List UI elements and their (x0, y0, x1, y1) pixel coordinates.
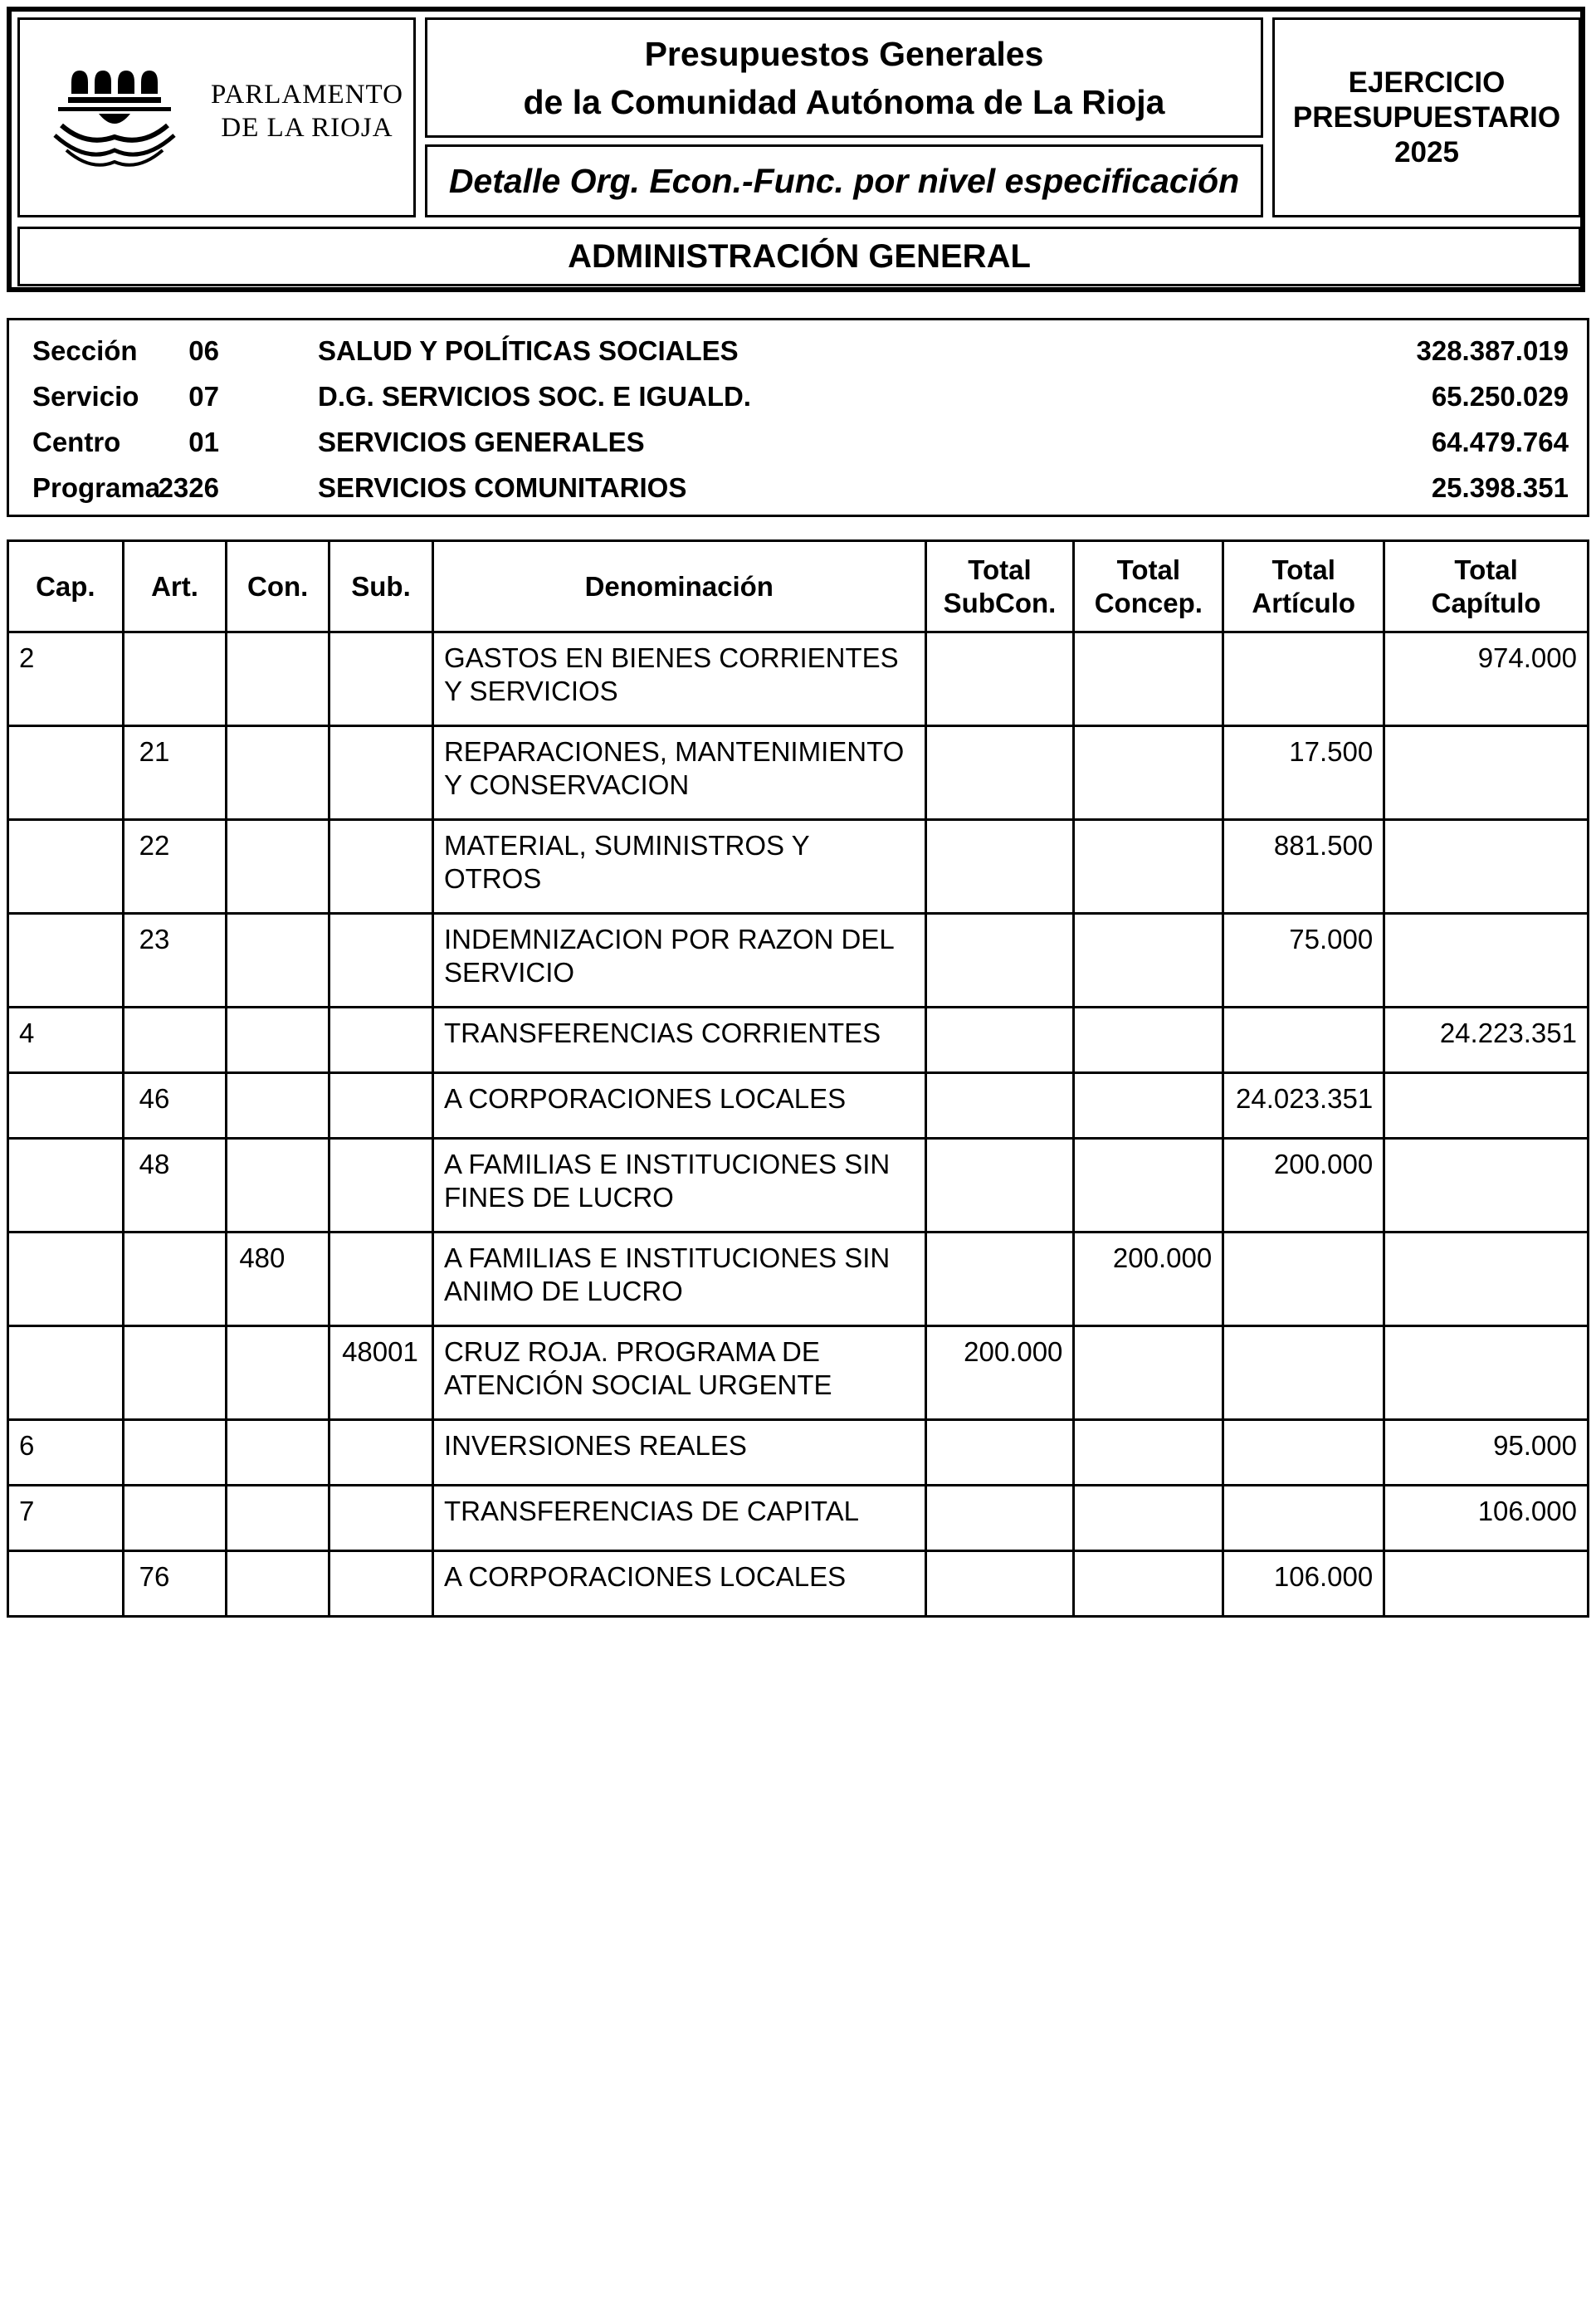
cell-denominacion (432, 1139, 925, 1233)
cell-total-articulo: 881.500 (1223, 820, 1384, 914)
cell-con (227, 632, 329, 726)
cell-cap (8, 1139, 124, 1233)
cell-total-concep (1074, 1073, 1223, 1139)
cell-total-capitulo (1384, 726, 1589, 820)
cell-total-capitulo: 24.223.351 (1384, 1008, 1589, 1073)
cell-denominacion (432, 1326, 925, 1420)
cell-con (227, 914, 329, 1008)
cell-total-concep (1074, 1486, 1223, 1551)
col-header-capitulo-line1: Total (1454, 554, 1518, 585)
cell-total-capitulo: 95.000 (1384, 1420, 1589, 1486)
cell-cap (8, 1551, 124, 1617)
cell-total-articulo (1223, 1233, 1384, 1326)
table-body (8, 632, 1589, 1617)
table-row (8, 1139, 1589, 1233)
cell-art (123, 1486, 227, 1551)
title-box (425, 17, 1263, 138)
cell-total-capitulo (1384, 1139, 1589, 1233)
cell-total-concep (1074, 820, 1223, 914)
cell-sub (329, 820, 433, 914)
col-header-con: Con. (227, 541, 329, 632)
org-amount: 25.398.351 (1431, 472, 1569, 503)
administration-box (17, 227, 1581, 286)
cell-sub (329, 632, 433, 726)
fiscal-year-box (1272, 17, 1581, 217)
org-amount: 328.387.019 (1416, 335, 1569, 366)
org-code: 2326 (158, 472, 219, 503)
table-row (8, 914, 1589, 1008)
table-row (8, 1420, 1589, 1486)
cell-con (227, 1073, 329, 1139)
org-code: 07 (188, 381, 219, 412)
org-code: 01 (188, 427, 219, 457)
cell-denominacion (432, 914, 925, 1008)
col-header-sub: Sub. (329, 541, 433, 632)
col-header-concep-line1: Total (1116, 554, 1180, 585)
denominacion-line1: MATERIAL, SUMINISTROS Y (443, 830, 810, 861)
cell-total-subcon (925, 1486, 1074, 1551)
cell-total-articulo (1223, 1420, 1384, 1486)
denominacion-line1: REPARACIONES, MANTENIMIENTO (443, 736, 905, 767)
org-code: 06 (188, 335, 219, 366)
table-row (8, 1008, 1589, 1073)
denominacion-line1: A CORPORACIONES LOCALES (443, 1561, 847, 1592)
cell-art: 23 (123, 914, 227, 1008)
org-row-centro (9, 422, 1587, 463)
cell-denominacion (432, 1233, 925, 1326)
cell-total-subcon (925, 726, 1074, 820)
cell-total-concep (1074, 1551, 1223, 1617)
cell-cap (8, 914, 124, 1008)
cell-sub (329, 1486, 433, 1551)
cell-sub (329, 1551, 433, 1617)
cell-total-subcon (925, 1233, 1074, 1326)
table-row (8, 632, 1589, 726)
title-line2: de la Comunidad Autónoma de La Rioja (523, 82, 1165, 121)
org-label: Servicio (32, 381, 139, 412)
table-header-row (8, 541, 1589, 632)
logo-box (17, 17, 416, 217)
year-line1: EJERCICIO (1348, 66, 1506, 99)
cell-total-articulo: 17.500 (1223, 726, 1384, 820)
denominacion-line1: CRUZ ROJA. PROGRAMA DE (443, 1336, 820, 1367)
cell-total-subcon (925, 1551, 1074, 1617)
table-row (8, 726, 1589, 820)
denominacion-line1: GASTOS EN BIENES CORRIENTES (443, 642, 899, 673)
cell-art (123, 1326, 227, 1420)
cell-denominacion (432, 1486, 925, 1551)
col-header-denominacion: Denominación (432, 541, 925, 632)
cell-art (123, 632, 227, 726)
cell-total-articulo (1223, 1326, 1384, 1420)
cell-sub (329, 1008, 433, 1073)
org-amount: 65.250.029 (1431, 381, 1569, 412)
denominacion-line2: FINES DE LUCRO (443, 1182, 674, 1213)
cell-denominacion (432, 1420, 925, 1486)
cell-art: 48 (123, 1139, 227, 1233)
cell-art (123, 1233, 227, 1326)
denominacion-line1: INDEMNIZACION POR RAZON DEL (443, 924, 895, 954)
cell-denominacion (432, 1008, 925, 1073)
denominacion-line2: ATENCIÓN SOCIAL URGENTE (443, 1369, 832, 1400)
year-line3: 2025 (1394, 135, 1459, 168)
cell-denominacion (432, 1551, 925, 1617)
cell-total-capitulo (1384, 1551, 1589, 1617)
denominacion-line2: SERVICIO (443, 957, 575, 988)
cell-sub (329, 1420, 433, 1486)
org-amount: 64.479.764 (1431, 427, 1569, 457)
cell-cap: 4 (8, 1008, 124, 1073)
org-name: SERVICIOS GENERALES (318, 427, 645, 457)
cell-total-subcon (925, 820, 1074, 914)
cell-cap (8, 1233, 124, 1326)
org-label: Sección (32, 335, 138, 366)
denominacion-line1: TRANSFERENCIAS DE CAPITAL (443, 1496, 859, 1526)
cell-art: 22 (123, 820, 227, 914)
cell-cap: 2 (8, 632, 124, 726)
cell-art (123, 1420, 227, 1486)
cell-con: 480 (227, 1233, 329, 1326)
org-row-programa (9, 467, 1587, 509)
administration-title: ADMINISTRACIÓN GENERAL (568, 237, 1031, 275)
cell-total-articulo (1223, 1486, 1384, 1551)
denominacion-line1: A FAMILIAS E INSTITUCIONES SIN (443, 1149, 891, 1179)
cell-total-subcon (925, 914, 1074, 1008)
cell-art: 21 (123, 726, 227, 820)
denominacion-line2: Y SERVICIOS (443, 676, 618, 706)
cell-total-capitulo (1384, 1073, 1589, 1139)
col-header-subcon-line2: SubCon. (943, 587, 1057, 618)
cell-total-concep (1074, 1326, 1223, 1420)
col-header-articulo-line1: Total (1271, 554, 1335, 585)
cell-con (227, 1420, 329, 1486)
table-row (8, 820, 1589, 914)
table-row (8, 1486, 1589, 1551)
cell-total-concep (1074, 914, 1223, 1008)
parliament-emblem-icon (53, 57, 211, 182)
cell-sub (329, 1233, 433, 1326)
table-row (8, 1073, 1589, 1139)
cell-sub: 48001 (329, 1326, 433, 1420)
cell-total-capitulo (1384, 1233, 1589, 1326)
cell-cap (8, 1326, 124, 1420)
col-header-art: Art. (123, 541, 227, 632)
cell-cap: 7 (8, 1486, 124, 1551)
cell-total-subcon (925, 1073, 1074, 1139)
title-line1: Presupuestos Generales (644, 34, 1044, 73)
org-label: Centro (32, 427, 121, 457)
cell-sub (329, 726, 433, 820)
cell-denominacion (432, 726, 925, 820)
cell-con (227, 820, 329, 914)
cell-total-concep (1074, 1420, 1223, 1486)
denominacion-line1: A CORPORACIONES LOCALES (443, 1083, 847, 1114)
denominacion-line2: OTROS (443, 863, 542, 894)
cell-art: 46 (123, 1073, 227, 1139)
cell-total-articulo: 24.023.351 (1223, 1073, 1384, 1139)
subtitle-box (425, 144, 1263, 217)
cell-con (227, 1486, 329, 1551)
cell-art: 76 (123, 1551, 227, 1617)
cell-total-concep (1074, 632, 1223, 726)
col-header-concep-line2: Concep. (1094, 587, 1203, 618)
logo-text (199, 78, 415, 144)
cell-total-subcon (925, 1420, 1074, 1486)
cell-art (123, 1008, 227, 1073)
budget-detail-table (7, 539, 1589, 1618)
logo-text-line2: DE LA RIOJA (221, 113, 393, 143)
cell-cap (8, 1073, 124, 1139)
cell-total-subcon: 200.000 (925, 1326, 1074, 1420)
col-header-subcon (925, 541, 1074, 632)
cell-sub (329, 1139, 433, 1233)
cell-total-articulo (1223, 632, 1384, 726)
denominacion-line1: TRANSFERENCIAS CORRIENTES (443, 1018, 881, 1048)
org-row-servicio (9, 376, 1587, 417)
cell-denominacion (432, 1073, 925, 1139)
org-summary (7, 318, 1589, 517)
denominacion-line2: Y CONSERVACION (443, 769, 690, 800)
col-header-articulo-line2: Artículo (1252, 587, 1356, 618)
col-header-articulo (1223, 541, 1384, 632)
cell-con (227, 1551, 329, 1617)
col-header-capitulo-line2: Capítulo (1431, 587, 1541, 618)
cell-denominacion (432, 820, 925, 914)
table-row (8, 1326, 1589, 1420)
cell-total-capitulo (1384, 820, 1589, 914)
col-header-concep (1074, 541, 1223, 632)
cell-cap: 6 (8, 1420, 124, 1486)
cell-total-subcon (925, 1139, 1074, 1233)
denominacion-line1: A FAMILIAS E INSTITUCIONES SIN (443, 1242, 891, 1273)
org-label: Programa (32, 472, 161, 503)
cell-total-articulo: 106.000 (1223, 1551, 1384, 1617)
cell-total-capitulo: 974.000 (1384, 632, 1589, 726)
cell-total-articulo: 200.000 (1223, 1139, 1384, 1233)
cell-total-concep (1074, 726, 1223, 820)
org-name: SALUD Y POLÍTICAS SOCIALES (318, 335, 739, 366)
cell-con (227, 1008, 329, 1073)
cell-total-capitulo: 106.000 (1384, 1486, 1589, 1551)
cell-sub (329, 1073, 433, 1139)
cell-total-concep: 200.000 (1074, 1233, 1223, 1326)
table-row (8, 1233, 1589, 1326)
report-subtitle: Detalle Org. Econ.-Func. por nivel especificación (448, 161, 1240, 200)
denominacion-line1: INVERSIONES REALES (443, 1430, 747, 1461)
col-header-cap: Cap. (8, 541, 124, 632)
org-name: SERVICIOS COMUNITARIOS (318, 472, 687, 503)
col-header-subcon-line1: Total (968, 554, 1032, 585)
col-header-capitulo (1384, 541, 1589, 632)
cell-denominacion (432, 632, 925, 726)
cell-total-subcon (925, 1008, 1074, 1073)
org-name: D.G. SERVICIOS SOC. E IGUALD. (318, 381, 751, 412)
cell-con (227, 726, 329, 820)
cell-total-capitulo (1384, 914, 1589, 1008)
cell-total-capitulo (1384, 1326, 1589, 1420)
org-row-seccion (9, 330, 1587, 372)
cell-cap (8, 726, 124, 820)
cell-sub (329, 914, 433, 1008)
cell-total-articulo (1223, 1008, 1384, 1073)
logo-text-line1: PARLAMENTO (211, 80, 403, 110)
year-line2: PRESUPUESTARIO (1292, 100, 1561, 134)
cell-con (227, 1326, 329, 1420)
cell-total-concep (1074, 1139, 1223, 1233)
table-row (8, 1551, 1589, 1617)
cell-total-concep (1074, 1008, 1223, 1073)
cell-con (227, 1139, 329, 1233)
denominacion-line2: ANIMO DE LUCRO (443, 1276, 683, 1306)
cell-total-subcon (925, 632, 1074, 726)
cell-cap (8, 820, 124, 914)
cell-total-articulo: 75.000 (1223, 914, 1384, 1008)
